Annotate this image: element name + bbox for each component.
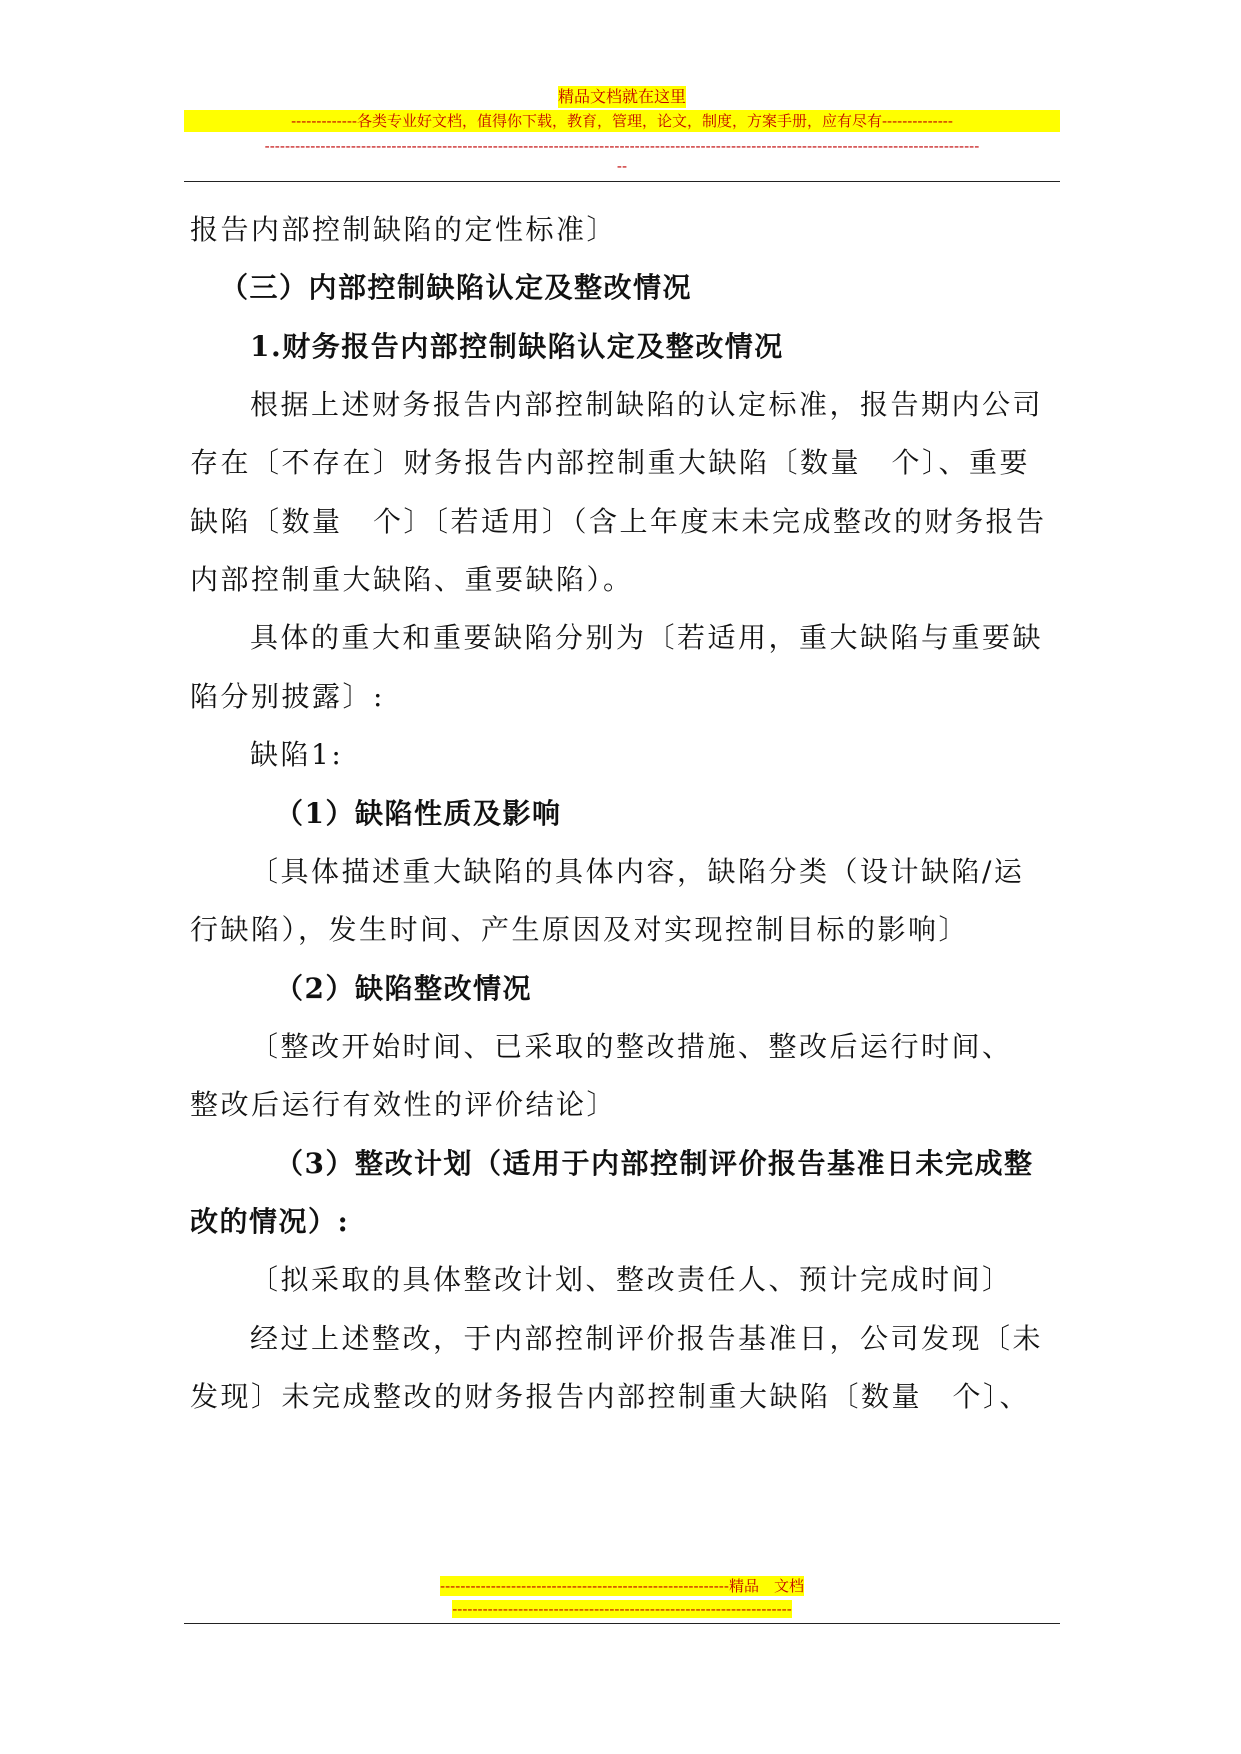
body-line: 具体的重大和重要缺陷分别为〔若适用，重大缺陷与重要缺 [250, 621, 1044, 654]
body-line: 内部控制重大缺陷、重要缺陷）。 [190, 563, 634, 596]
item-heading-continued: 改的情况）: [190, 1205, 350, 1238]
header-dashes-tail: -- [616, 157, 628, 175]
body-line: 发现〕未完成整改的财务报告内部控制重大缺陷〔数量 个〕、 [190, 1380, 1031, 1413]
item-heading: （3）整改计划（适用于内部控制评价报告基准日未完成整 [275, 1147, 1034, 1180]
body-line: 报告内部控制缺陷的定性标准〕 [190, 213, 618, 246]
header-dashes: --------------------------------------------------------------------------------------------------------------------------------------------- [264, 137, 980, 155]
footer-label: ---------------------------------------------------------精品 文档 [440, 1577, 804, 1595]
body-line: 根据上述财务报告内部控制缺陷的认定标准，报告期内公司 [250, 388, 1044, 421]
page-footer [184, 1576, 1060, 1622]
body-line: 陷分别披露〕: [190, 680, 385, 713]
body-line: 行缺陷），发生时间、产生原因及对实现控制目标的影响〕 [190, 913, 970, 946]
body-line: 缺陷〔数量 个〕〔若适用〕（含上年度末未完成整改的财务报告 [190, 505, 1047, 538]
header-rule [184, 181, 1060, 182]
header-tagline: -------------各类专业好文档，值得你下载，教育，管理，论文，制度，方案手册，应有尽有-------------- [184, 110, 1060, 132]
header-title: 精品文档就在这里 [557, 87, 686, 106]
item-heading: （2）缺陷整改情况 [275, 972, 532, 1005]
body-line: 经过上述整改，于内部控制评价报告基准日，公司发现〔未 [250, 1322, 1044, 1355]
body-line: 整改后运行有效性的评价结论〕 [190, 1088, 618, 1121]
subsection-heading: 1.财务报告内部控制缺陷认定及整改情况 [250, 330, 784, 363]
body-line: 〔拟采取的具体整改计划、整改责任人、预计完成时间〕 [250, 1263, 1013, 1296]
section-heading: （三）内部控制缺陷认定及整改情况 [220, 271, 693, 304]
body-line: 〔整改开始时间、已采取的整改措施、整改后运行时间、 [250, 1030, 1013, 1063]
body-line: 存在〔不存在〕财务报告内部控制重大缺陷〔数量 个〕、重要 [190, 446, 1031, 479]
body-line: 〔具体描述重大缺陷的具体内容，缺陷分类（设计缺陷/运 [250, 855, 1025, 888]
page-header [184, 86, 1060, 176]
footer-dashes: ------------------------------------------------------------------- [452, 1600, 792, 1618]
body-line: 缺陷1: [250, 738, 344, 771]
footer-rule [184, 1623, 1060, 1624]
item-heading: （1）缺陷性质及影响 [275, 797, 562, 830]
